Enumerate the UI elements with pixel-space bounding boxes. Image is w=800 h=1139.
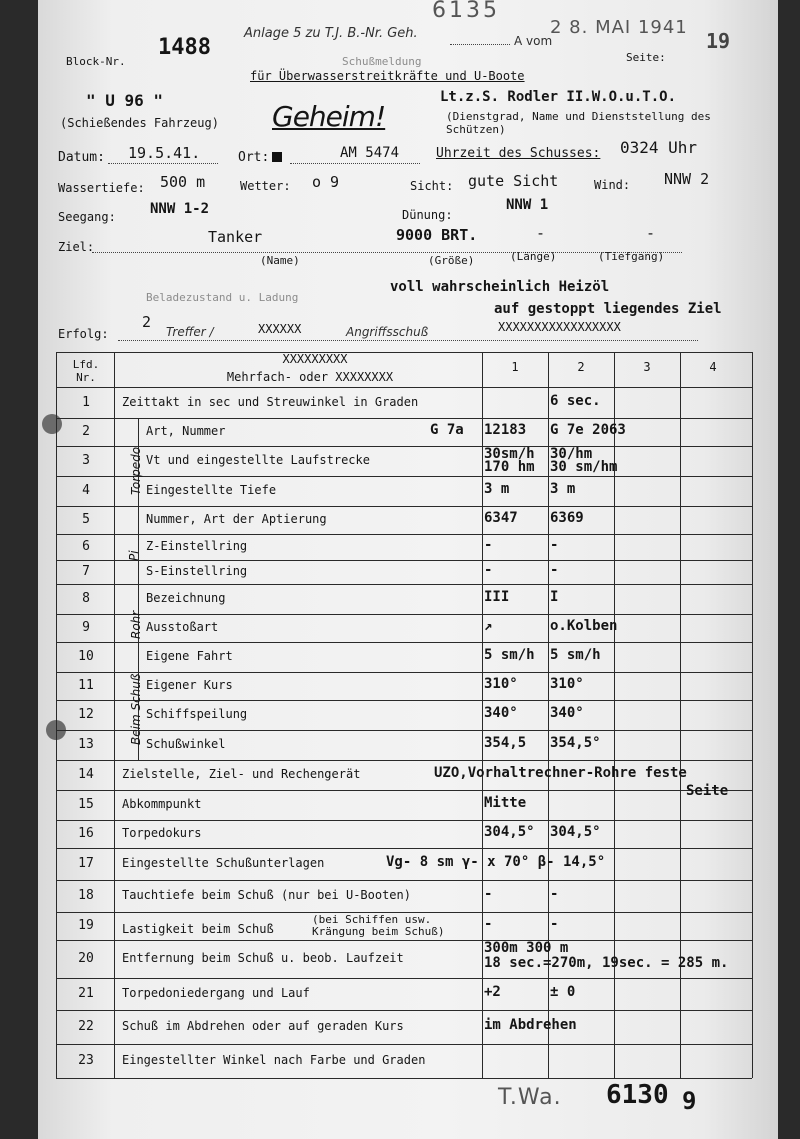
row-1-label: Zeittakt in sec und Streuwinkel in Graden [122,394,419,409]
row-12-value-2: 340° [550,705,584,721]
row-19-number: 19 [78,918,94,933]
row-9-label: Ausstoßart [146,620,219,634]
row-rule [56,1010,752,1011]
row-13-value-1: 354,5 [484,735,527,751]
col-title-struck: XXXXXXXXX [282,352,348,366]
anlage-label: Anlage 5 zu T.J. B.-Nr. Geh. [244,26,418,41]
geheim-stamp: Geheim! [272,100,386,133]
row-14-value-wide: UZO,Vorhaltrechner-Rohre feste [434,765,687,781]
row-5-number: 5 [82,512,90,527]
row-15-value-1: Mitte [484,795,527,811]
row-3-value-1b: 170 hm [484,459,535,475]
row-1-value-2: 6 sec. [550,392,601,409]
row-7-number: 7 [82,564,90,579]
date-stamp: 2 8. MAI 1941 [550,17,688,38]
row-14-label: Zielstelle, Ziel- und Rechengerät [122,767,361,781]
row-18-number: 18 [78,888,94,903]
seite-label: Seite: [626,51,666,64]
row-9-number: 9 [82,620,90,635]
row-rule [56,760,752,761]
ort-value: AM 5474 [340,145,400,161]
row-11-label: Eigener Kurs [146,678,233,692]
row-4-value-2: 3 m [550,481,576,497]
row-21-value-1: +2 [484,984,501,1000]
ziel-laenge: - [536,224,546,242]
row-8-value-1: III [484,589,510,605]
dotted-line [290,163,420,164]
punch-hole [42,414,62,434]
wetter-value: o 9 [312,173,340,191]
row-21-number: 21 [78,986,94,1001]
row-3-label: Vt und eingestellte Laufstrecke [146,453,370,467]
row-16-value-2: 304,5° [550,824,601,840]
erfolg-struck: XXXXXX [258,322,302,336]
row-rule [56,978,752,979]
col-lfd-header: Lfd. Nr. [72,358,100,384]
row-12-label: Schiffspeilung [146,707,248,721]
row-rule [56,614,752,615]
beladezustand-value: voll wahrscheinlich Heizöl [390,279,610,295]
row-12-value-1: 340° [484,705,518,721]
block-nr: 1488 [158,35,211,60]
row-18-label: Tauchtiefe beim Schuß (nur bei U-Booten) [122,888,411,902]
row-rule [56,506,752,507]
row-15-label: Abkommpunkt [122,797,202,811]
row-rule [56,446,752,447]
row-4-value-1: 3 m [484,481,510,497]
caption-name: (Name) [260,254,300,267]
table-top-rule [56,352,752,353]
row-14-value-wide-2: Seite [686,783,729,799]
row-7-value-2: - [550,562,559,578]
row-19-label: Lastigkeit beim Schuß [122,922,274,936]
wetter-label: Wetter: [240,179,291,193]
row-18-value-2: - [550,886,559,902]
row-rule [56,848,752,849]
row-7-value-1: - [484,562,493,578]
row-5-value-1: 6347 [484,510,518,526]
row-8-label: Bezeichnung [146,591,226,605]
group-beim-schuss: Beim Schuß [129,673,143,745]
row-20-value-wide-2: 18 sec.=270m, 19sec. = 285 m. [484,955,729,971]
a-vom-label: A vom [514,34,553,48]
officer: Lt.z.S. Rodler II.W.O.u.T.O. [440,89,677,105]
row-16-value-1: 304,5° [484,824,535,840]
row-17-number: 17 [78,856,94,871]
row-6-label: Z-Einstellring [146,539,248,553]
col-3-header: 3 [643,360,651,374]
officer-caption: (Dienstgrad, Name und Dienststellung des Schützen) [446,110,711,136]
seite-value: 19 [706,29,731,53]
boat-name: " U 96 " [86,91,164,110]
row-rule [56,534,752,535]
col-2-header: 2 [577,360,585,374]
row-rule [56,880,752,881]
col-1-header: 1 [511,360,519,374]
row-23-number: 23 [78,1053,94,1068]
row-rule [56,672,752,673]
col-4-header: 4 [709,360,717,374]
wind-label: Wind: [594,178,631,192]
ziel-label: Ziel: [58,240,95,254]
ziel-note: auf gestoppt liegendes Ziel [494,301,722,317]
row-16-label: Torpedokurs [122,826,202,840]
row-10-label: Eigene Fahrt [146,649,233,663]
row-20-value-wide: 300m 300 m [484,940,569,956]
col-title: Mehrfach- oder XXXXXXXX [226,370,394,384]
row-17-value-wide: Vg- 8 sm γ- x 70° β- 14,5° [386,854,606,870]
uhrzeit-value: 0324 Uhr [620,138,698,157]
stamp-number: 6135 [432,0,500,23]
footer-suffix: 9 [682,1087,697,1115]
row-11-value-1: 310° [484,676,518,692]
ziel-groesse: 9000 BRT. [396,226,478,244]
group-pi: Pi [127,550,141,561]
row-2-value-1: 12183 [484,422,527,438]
table-right-rule [752,352,753,1078]
row-21-label: Torpedoniedergang und Lauf [122,986,310,1000]
row-8-number: 8 [82,591,90,606]
dotted-line [108,163,218,164]
row-5-label: Nummer, Art der Aptierung [146,512,327,526]
row-rule [56,940,752,941]
caption-laenge: (Länge) [510,250,557,263]
caption-tiefgang: (Tiefgang) [598,250,665,263]
row-23-label: Eingestellter Winkel nach Farbe und Graden [122,1053,426,1067]
caption-groesse: (Größe) [428,254,475,267]
row-22-number: 22 [78,1019,94,1034]
duenung-value: NNW 1 [506,197,549,213]
sicht-value: gute Sicht [468,172,559,190]
row-rule [56,642,752,643]
wassertiefe-value: 500 m [160,173,206,191]
datum-value: 19.5.41. [128,144,201,162]
group-rohr: Rohr [129,610,143,639]
col-1-rule [482,352,483,1078]
row-6-value-1: - [484,537,493,553]
row-19-value-1: - [484,916,493,932]
row-22-value-wide: im Abdrehen [484,1017,577,1033]
report-title: Schußmeldung [342,55,422,68]
dotted-line [118,340,698,341]
row-14-number: 14 [78,767,94,782]
row-rule [56,387,752,388]
row-rule [56,1044,752,1045]
row-rule [56,560,752,561]
anlage-dots [450,44,510,45]
table-left-rule [56,352,57,1078]
block-nr-label: Block-Nr. [66,55,126,68]
ziel-note-struck: XXXXXXXXXXXXXXXXX [498,320,621,334]
row-11-number: 11 [78,678,94,693]
row-17-label: Eingestellte Schußunterlagen [122,856,325,870]
row-rule [56,584,752,585]
ort-label: Ort: [238,150,282,165]
row-20-number: 20 [78,951,94,966]
sicht-label: Sicht: [410,179,454,193]
uhrzeit-label: Uhrzeit des Schusses: [436,146,601,161]
duenung-label: Dünung: [402,208,453,222]
row-9-value-1: ↗ [484,618,493,634]
seegang-value: NNW 1-2 [150,201,210,217]
row-4-number: 4 [82,483,90,498]
row-13-value-2: 354,5° [550,735,601,751]
row-10-value-1: 5 sm/h [484,647,535,663]
row-3-value-1: 30sm/h [484,446,535,462]
row-rule [56,700,752,701]
group-torpedo: Torpedo [129,446,143,495]
wind-value: NNW 2 [664,170,710,188]
row-7-label: S-Einstellring [146,564,248,578]
row-8-value-2: I [550,589,559,605]
erfolg-count: 2 [142,313,152,331]
dotted-line [92,252,682,253]
row-6-number: 6 [82,539,90,554]
row-22-label: Schuß im Abdrehen oder auf geraden Kurs [122,1019,404,1033]
ziel-name: Tanker [208,228,263,246]
row-19-value-2: - [550,916,559,932]
row-rule [56,730,752,731]
row-rule [56,476,752,477]
erfolg-label: Erfolg: [58,327,109,341]
row-4-label: Eingestellte Tiefe [146,483,277,497]
row-20-label: Entfernung beim Schuß u. beob. Laufzeit [122,951,404,965]
wassertiefe-label: Wassertiefe: [58,181,145,195]
footer-twa: T.Wa. [498,1085,562,1110]
row-2-number: 2 [82,424,90,439]
footer-number: 6130 [606,1080,669,1110]
row-9-value-2: o.Kolben [550,618,618,634]
row-15-number: 15 [78,797,94,812]
row-1-number: 1 [82,394,90,410]
row-21-value-2: ± 0 [550,984,576,1000]
row-2-value-2: G 7e 2063 [550,422,626,438]
row-rule [56,418,752,419]
row-19-label-note: (bei Schiffen usw. Krängung beim Schuß) [312,913,445,938]
row-13-label: Schußwinkel [146,737,226,751]
row-3-number: 3 [82,453,90,468]
row-rule [56,820,752,821]
datum-label: Datum: [58,150,105,165]
lfd-column-rule [114,352,115,1078]
angriffsschuss-label: Angriffsschuß [346,325,429,339]
row-12-number: 12 [78,707,94,722]
row-10-number: 10 [78,649,94,664]
row-rule [56,790,752,791]
report-subtitle: für Überwasserstreitkräfte und U-Boote [250,69,525,83]
seegang-label: Seegang: [58,210,116,224]
boat-caption: (Schießendes Fahrzeug) [60,116,219,130]
row-10-value-2: 5 sm/h [550,647,601,663]
beladezustand-label: Beladezustand u. Ladung [146,291,299,304]
row-16-number: 16 [78,826,94,841]
row-3-value-2: 30/hm [550,446,593,462]
row-2-prefix: G 7a [430,422,464,438]
row-5-value-2: 6369 [550,510,584,526]
row-2-label: Art, Nummer [146,424,226,438]
erfolg-treffer: Treffer / [166,325,214,339]
row-11-value-2: 310° [550,676,584,692]
ziel-tiefgang: - [646,224,656,242]
row-18-value-1: - [484,886,493,902]
row-6-value-2: - [550,537,559,553]
row-3-value-2b: 30 sm/hm [550,459,618,475]
row-rule [56,1078,752,1079]
row-13-number: 13 [78,737,94,752]
